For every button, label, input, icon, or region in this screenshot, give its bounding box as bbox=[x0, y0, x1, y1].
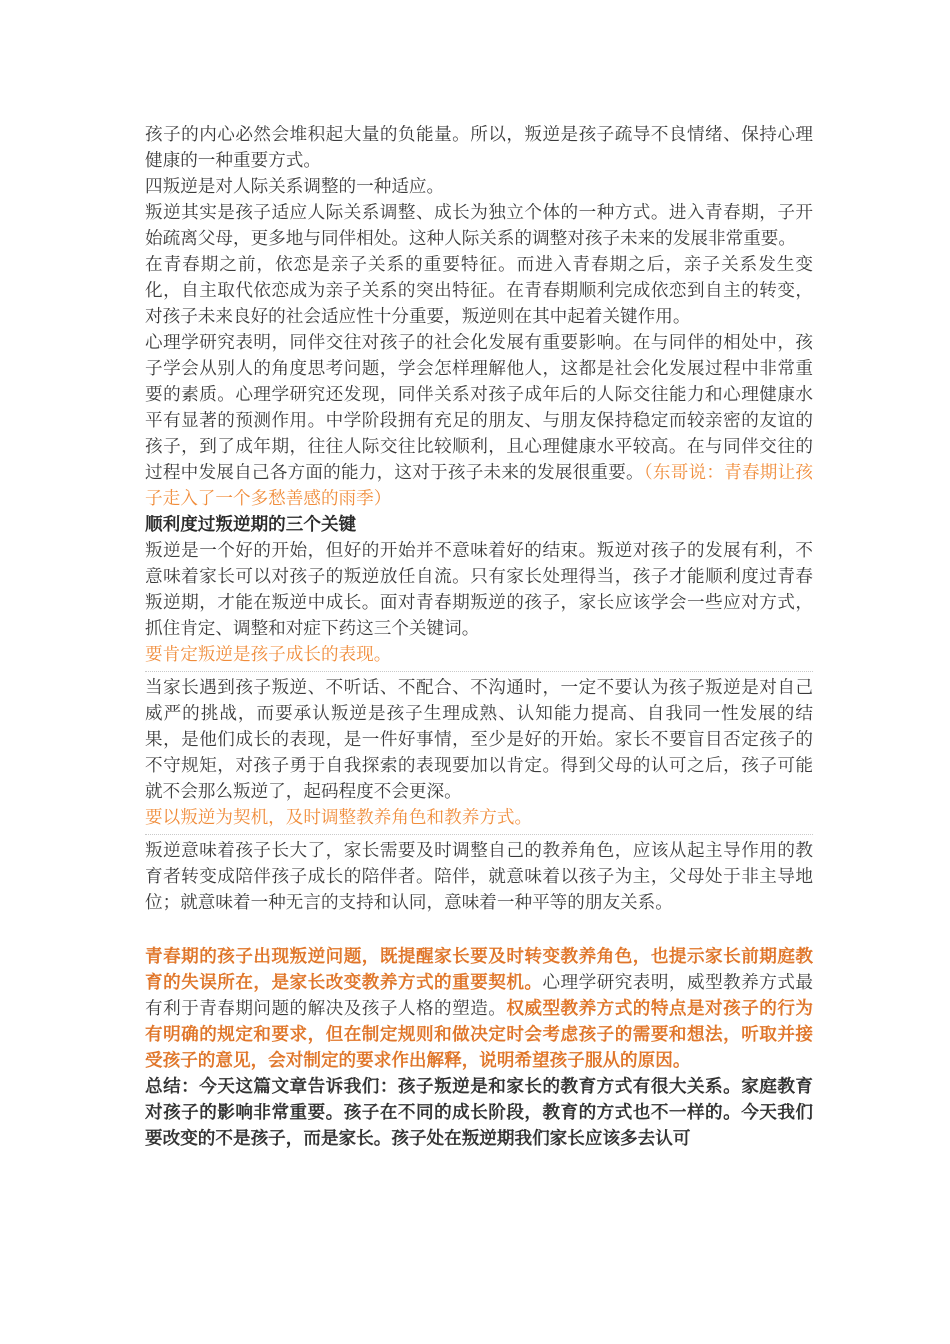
paragraph: 在青春期之前，依恋是亲子关系的重要特征。而进入青春期之后，亲子关系发生变化，自主取代依恋成为亲子关系的突出特征。在青春期顺利完成依恋到自主的转变，对孩子未来良好的社会适应性十分重要，叛逆则在其中起着关键作用。 bbox=[145, 255, 813, 327]
highlight-text: 青春期的孩子出现叛逆问题，既提醒家长要及时转变教养角色，也提示家长前期庭教育的失误所在，是家长改变教养方式的重要契机。 bbox=[145, 947, 813, 993]
document-body bbox=[145, 122, 813, 1152]
highlight-text: 权威型教养方式的特点是对孩子的行为有明确的规定和要求，但在制定规则和做决定时会考虑孩子的需要和想法，听取并接受孩子的意见，会对制定的要求作出解释，说明希望孩子服从的原因。 bbox=[145, 999, 813, 1071]
paragraph: 孩子的内心必然会堆积起大量的负能量。所以，叛逆是孩子疏导不良情绪、保持心理健康的一种重要方式。 bbox=[145, 125, 813, 171]
paragraph-text: 心理学研究表明，威型教养方式最有利于青春期问题的解决及孩子人格的塑造。 bbox=[145, 973, 813, 1019]
paragraph bbox=[145, 944, 813, 1074]
paragraph-text: 心理学研究表明，同伴交往对孩子的社会化发展有重要影响。在与同伴的相处中，孩子学会从别人的角度思考问题，学会怎样理解他人，这都是社会化发展过程中非常重要的素质。心理学研究还发现，同伴关系对孩子成年后的人际交往能力和心理健康水平有显著的预测作用。中学阶段拥有充足的朋友、与朋友保持稳定而较亲密的友谊的孩子，到了成年期，往往人际交往比较顺利，且心理健康水平较高。在与同伴交往的过程中发展自己各方面的能力，这对于孩子未来的发展很重要。 bbox=[145, 333, 813, 483]
paragraph: 叛逆其实是孩子适应人际关系调整、成长为独立个体的一种方式。进入青春期，子开始疏离父母，更多地与同伴相处。这种人际关系的调整对孩子未来的发展非常重要。 bbox=[145, 203, 813, 249]
paragraph: 叛逆是一个好的开始，但好的开始并不意味着好的结束。叛逆对孩子的发展有利，不意味着家长可以对孩子的叛逆放任自流。只有家长处理得当，孩子才能顺利度过青春叛逆期，才能在叛逆中成长。面对青春期叛逆的孩子，家长应该学会一些应对方式，抓住肯定、调整和对症下药这三个关键词。 bbox=[145, 541, 813, 639]
paragraph: 叛逆意味着孩子长大了，家长需要及时调整自己的教养角色，应该从起主导作用的教育者转变成陪伴孩子成长的陪伴者。陪伴，就意味着以孩子为主，父母处于非主导地位；就意味着一种无言的支持和认同，意味着一种平等的朋友关系。 bbox=[145, 841, 813, 913]
subheading: 要以叛逆为契机，及时调整教养角色和教养方式。 bbox=[145, 805, 813, 835]
summary-paragraph: 总结：今天这篇文章告诉我们：孩子叛逆是和家长的教育方式有很大关系。家庭教育对孩子的影响非常重要。孩子在不同的成长阶段，教育的方式也不一样的。今天我们要改变的不是孩子，而是家长。孩子处在叛逆期我们家长应该多去认可 bbox=[145, 1077, 813, 1149]
section-heading: 顺利度过叛逆期的三个关键 bbox=[145, 515, 357, 535]
paragraph: 当家长遇到孩子叛逆、不听话、不配合、不沟通时，一定不要认为孩子叛逆是对自己威严的挑战，而要承认叛逆是孩子生理成熟、认知能力提高、自我同一性发展的结果，是他们成长的表现，是一件好事情，至少是好的开始。家长不要盲目否定孩子的不守规矩，对孩子勇于自我探索的表现要加以肯定。得到父母的认可之后，孩子可能就不会那么叛逆了，起码程度不会更深。 bbox=[145, 678, 813, 802]
subheading: 要肯定叛逆是孩子成长的表现。 bbox=[145, 642, 813, 672]
paragraph bbox=[145, 330, 813, 512]
quote-note: （东哥说：青春期让孩子走入了一个多愁善感的雨季） bbox=[145, 463, 813, 509]
spacer bbox=[145, 916, 813, 944]
paragraph: 四叛逆是对人际关系调整的一种适应。 bbox=[145, 177, 445, 197]
